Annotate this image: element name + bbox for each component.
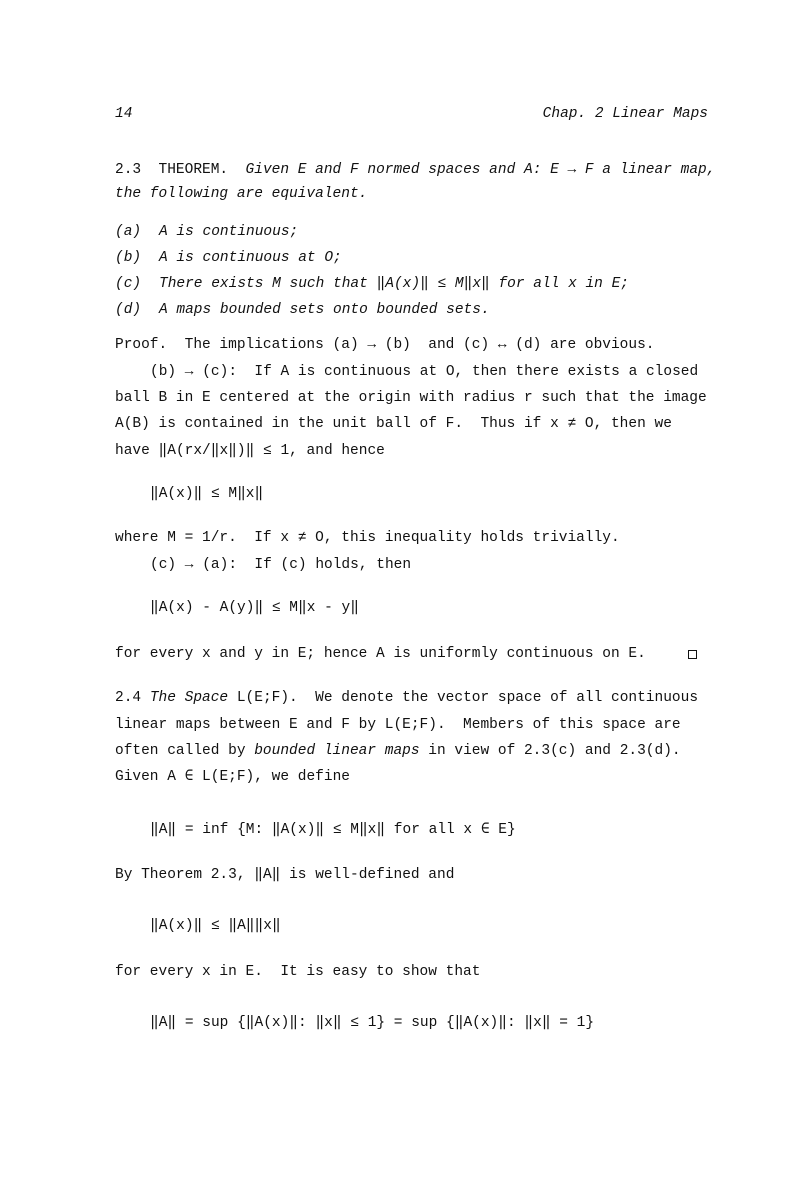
- section-2-4-line-1: [115, 688, 698, 708]
- proof-line-1: Proof. The implications (a) → (b) and (c) ↔ (d) are obvious.: [115, 337, 655, 353]
- proof-line-5: have ‖A(rx/‖x‖)‖ ≤ 1, and hence: [115, 443, 385, 459]
- condition-label: (c): [115, 276, 142, 292]
- proof-line-7: (c) → (a): If (c) holds, then: [150, 557, 412, 573]
- qed-square-icon: [688, 650, 697, 659]
- proof-line-2: (b) → (c): If A is continuous at O, then there exists a closed: [150, 364, 699, 380]
- condition-b: [115, 248, 342, 268]
- proof-line-8: for every x and y in E; hence A is uniformly continuous on E.: [115, 646, 646, 662]
- proof-line-3: ball B in E centered at the origin with radius r such that the image: [115, 390, 707, 406]
- norm-sup-equation: ‖A‖ = sup {‖A(x)‖: ‖x‖ ≤ 1} = sup {‖A(x)‖: ‖x‖ = 1}: [150, 1015, 595, 1031]
- section-number: 2.4: [115, 690, 142, 706]
- theorem-keyword: THEOREM.: [158, 162, 229, 178]
- section-emphasis: bounded linear maps: [254, 743, 420, 759]
- condition-label: (a): [115, 224, 142, 240]
- condition-text: A is continuous;: [159, 224, 299, 240]
- condition-text: A is continuous at O;: [159, 250, 342, 266]
- proof-line-4: A(B) is contained in the unit ball of F. Thus if x ≠ O, then we: [115, 416, 672, 432]
- theorem-statement-2: the following are equivalent.: [115, 186, 368, 202]
- section-2-4-line-2: linear maps between E and F by L(E;F). Members of this space are: [115, 717, 681, 733]
- condition-c: [115, 274, 629, 294]
- norm-bound-equation: ‖A(x)‖ ≤ ‖A‖‖x‖: [150, 918, 281, 934]
- condition-text: There exists M such that ‖A(x)‖ ≤ M‖x‖ for all x in E;: [159, 276, 629, 292]
- section-text: in view of 2.3(c) and 2.3(d).: [428, 743, 681, 759]
- section-2-4-line-3: [115, 741, 681, 761]
- norm-definition-equation: ‖A‖ = inf {M: ‖A(x)‖ ≤ M‖x‖ for all x ∈ E}: [150, 822, 516, 838]
- condition-label: (b): [115, 250, 142, 266]
- condition-d: [115, 300, 490, 320]
- theorem-statement-1: Given E and F normed spaces and A: E → F a linear map,: [245, 162, 716, 178]
- section-2-4-line-4: Given A ∈ L(E;F), we define: [115, 769, 350, 785]
- condition-label: (d): [115, 302, 142, 318]
- section-title: The Space: [149, 690, 229, 706]
- theorem-heading: [115, 160, 715, 180]
- section-2-4-line-5: By Theorem 2.3, ‖A‖ is well-defined and: [115, 867, 455, 883]
- proof-line-6: where M = 1/r. If x ≠ O, this inequality holds trivially.: [115, 530, 620, 546]
- section-2-4-line-6: for every x in E. It is easy to show that: [115, 964, 481, 980]
- theorem-number: 2.3: [115, 162, 142, 178]
- page-number: 14: [115, 106, 133, 122]
- condition-a: [115, 222, 298, 242]
- section-text: L(E;F). We denote the vector space of all continuous: [236, 690, 699, 706]
- condition-text: A maps bounded sets onto bounded sets.: [159, 302, 490, 318]
- section-text: often called by: [115, 743, 246, 759]
- proof-equation-2: ‖A(x) - A(y)‖ ≤ M‖x - y‖: [150, 600, 359, 616]
- proof-equation-1: ‖A(x)‖ ≤ M‖x‖: [150, 486, 264, 502]
- running-head: Chap. 2 Linear Maps: [542, 106, 708, 122]
